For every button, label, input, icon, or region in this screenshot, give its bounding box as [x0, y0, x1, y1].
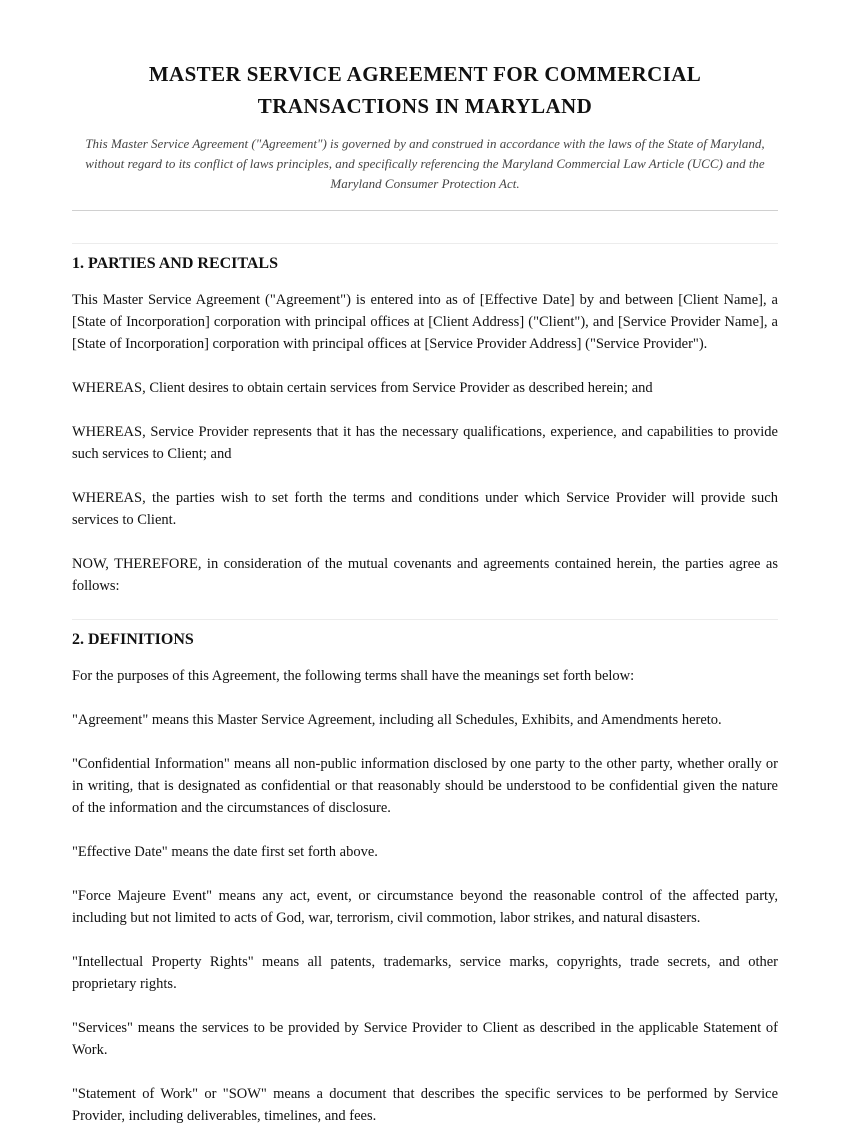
paragraph: This Master Service Agreement ("Agreement") is entered into as of [Effective Date] by and between [Client Name], a [State of Incorporation] corporation with principal offices at [Client Address] ("Client"), and [Service Provider Name], a [State of Incorporation] corporation with principal offices at [Service Provider Address] ("Service Provider").	[72, 292, 778, 352]
section-definitions	[72, 619, 778, 1127]
paragraph: WHEREAS, Client desires to obtain certain services from Service Provider as described herein; and	[72, 380, 653, 396]
governing-law-note: This Master Service Agreement ("Agreement") is governed by and construed in accordance with the laws of the State of Maryland, without regard to its conflict of laws principles, and specifically referencing the Maryland Commercial Law Article (UCC) and the Maryland Consumer Protection Act.	[85, 136, 765, 191]
paragraph: WHEREAS, Service Provider represents that it has the necessary qualifications, experience, and capabilities to provide such services to Client; and	[72, 424, 778, 462]
definition-statement-of-work: "Statement of Work" or "SOW" means a document that describes the specific services to be performed by Service Provider, including deliverables, timelines, and fees.	[72, 1086, 778, 1124]
paragraph: WHEREAS, the parties wish to set forth the terms and conditions under which Service Provider will provide such services to Client.	[72, 490, 778, 528]
definition-force-majeure-event: "Force Majeure Event" means any act, event, or circumstance beyond the reasonable control of the affected party, including but not limited to acts of God, war, terrorism, civil commotion, labor strikes, and natural disasters.	[72, 888, 778, 926]
definition-services: "Services" means the services to be provided by Service Provider to Client as described in the applicable Statement of Work.	[72, 1020, 778, 1058]
definition-agreement: "Agreement" means this Master Service Agreement, including all Schedules, Exhibits, and Amendments hereto.	[72, 712, 722, 728]
document-page	[72, 0, 778, 1127]
header-divider	[72, 210, 778, 211]
document-title: MASTER SERVICE AGREEMENT FOR COMMERCIAL TRANSACTIONS IN MARYLAND	[148, 62, 702, 118]
definition-intellectual-property-rights: "Intellectual Property Rights" means all patents, trademarks, service marks, copyrights, trade secrets, and other proprietary rights.	[72, 954, 778, 992]
section-heading: 2. DEFINITIONS	[72, 631, 194, 648]
definition-effective-date: "Effective Date" means the date first set forth above.	[72, 844, 378, 860]
section-divider	[72, 243, 778, 244]
section-parties-and-recitals	[72, 243, 778, 597]
section-heading: 1. PARTIES AND RECITALS	[72, 255, 278, 272]
paragraph: NOW, THEREFORE, in consideration of the mutual covenants and agreements contained herein, the parties agree as follows:	[72, 556, 778, 594]
section-divider	[72, 619, 778, 620]
definition-confidential-information: "Confidential Information" means all non-public information disclosed by one party to the other party, whether orally or in writing, that is designated as confidential or that reasonably should be understood to be confidential given the nature of the information and the circumstances of disclosure.	[72, 756, 778, 816]
paragraph: For the purposes of this Agreement, the following terms shall have the meanings set forth below:	[72, 668, 635, 684]
